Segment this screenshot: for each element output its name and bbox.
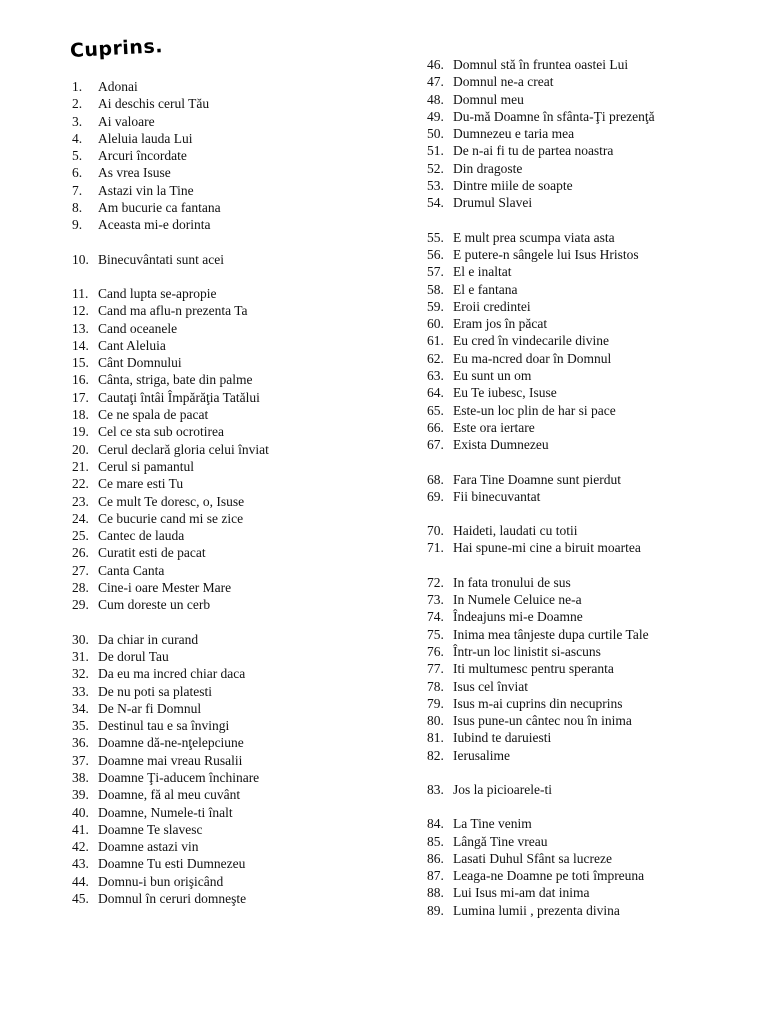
entry-number: 43. xyxy=(72,856,89,872)
entry-title: Ai valoare xyxy=(98,113,155,129)
entry-number: 31. xyxy=(72,648,89,664)
entry-number: 74. xyxy=(427,609,444,625)
toc-entry xyxy=(72,734,412,751)
toc-entry xyxy=(72,838,412,855)
toc-entry xyxy=(427,56,767,73)
entry-number: 1. xyxy=(72,79,83,94)
toc-entry xyxy=(72,285,412,302)
entry-number: 67. xyxy=(427,437,444,453)
entry-title: Eroii credintei xyxy=(453,298,531,314)
section-gap xyxy=(72,614,412,631)
toc-entry xyxy=(427,488,767,505)
toc-entry xyxy=(72,648,412,665)
toc-entry xyxy=(72,596,412,613)
entry-title: Cand oceanele xyxy=(98,320,178,336)
section-gap xyxy=(427,798,767,815)
toc-entry xyxy=(72,182,412,199)
entry-number: 40. xyxy=(72,804,89,820)
toc-entry xyxy=(72,337,412,354)
entry-title: Lângă Tine vreau xyxy=(453,833,548,849)
toc-entry xyxy=(427,729,767,746)
section-gap xyxy=(427,505,767,522)
toc-entry xyxy=(72,665,412,682)
toc-entry xyxy=(427,626,767,643)
entry-title: Cel ce sta sub ocrotirea xyxy=(98,424,224,440)
entry-title: E putere-n sângele lui Isus Hristos xyxy=(453,246,639,262)
entry-number: 18. xyxy=(72,407,89,423)
entry-title: Leaga-ne Doamne pe toti împreuna xyxy=(453,868,645,884)
entry-number: 23. xyxy=(72,493,89,509)
entry-number: 16. xyxy=(72,372,89,388)
toc-entry xyxy=(427,281,767,298)
toc-entry xyxy=(427,850,767,867)
entry-title: El e fantana xyxy=(453,281,518,297)
entry-title: Ierusalime xyxy=(453,747,510,763)
entry-title: Lui Isus mi-am dat inima xyxy=(453,885,590,901)
entry-title: Domnu-i bun orişicând xyxy=(98,873,224,889)
toc-entry xyxy=(427,833,767,850)
entry-title: Binecuvântati sunt acei xyxy=(98,251,224,267)
entry-title: Îndeajuns mi-e Doamne xyxy=(453,609,583,625)
toc-entry xyxy=(427,108,767,125)
entry-number: 47. xyxy=(427,74,444,90)
entry-title: Fara Tine Doamne sunt pierdut xyxy=(453,471,621,487)
entry-number: 81. xyxy=(427,730,444,746)
toc-entry xyxy=(427,73,767,90)
entry-title: Doamne Tu esti Dumnezeu xyxy=(98,856,246,872)
entry-number: 33. xyxy=(72,683,89,699)
toc-entry xyxy=(72,631,412,648)
entry-title: Domnul ne-a creat xyxy=(453,74,554,90)
entry-title: Hai spune-mi cine a biruit moartea xyxy=(453,540,641,556)
entry-number: 24. xyxy=(72,510,89,526)
entry-number: 65. xyxy=(427,402,444,418)
toc-entry xyxy=(427,332,767,349)
toc-entry xyxy=(72,475,412,492)
entry-title: Domnul în ceruri domneşte xyxy=(98,891,247,907)
toc-entry xyxy=(427,384,767,401)
toc-entry xyxy=(72,804,412,821)
entry-title: Doamne astazi vin xyxy=(98,839,199,855)
toc-entry xyxy=(427,402,767,419)
entry-number: 27. xyxy=(72,562,89,578)
entry-number: 19. xyxy=(72,424,89,440)
entry-number: 70. xyxy=(427,523,444,539)
entry-title: Ce mare esti Tu xyxy=(98,476,184,492)
entry-number: 28. xyxy=(72,580,89,596)
entry-title: As vrea Isuse xyxy=(98,165,171,181)
toc-entry xyxy=(427,712,767,729)
entry-number: 38. xyxy=(72,769,89,785)
entry-number: 48. xyxy=(427,91,444,107)
entry-number: 35. xyxy=(72,718,89,734)
entry-title: Isus pune-un cântec nou în inima xyxy=(453,713,632,729)
toc-entry xyxy=(427,298,767,315)
entry-title: Arcuri încordate xyxy=(98,148,187,164)
entry-title: Dintre miile de soapte xyxy=(453,178,573,194)
toc-entry xyxy=(427,436,767,453)
entry-number: 77. xyxy=(427,661,444,677)
entry-number: 54. xyxy=(427,195,444,211)
entry-title: Ce mult Te doresc, o, Isuse xyxy=(98,493,245,509)
page-title: Cuprins. xyxy=(69,35,164,62)
entry-title: Canta Canta xyxy=(98,562,165,578)
section-gap xyxy=(427,454,767,471)
toc-entry xyxy=(427,608,767,625)
entry-number: 10. xyxy=(72,251,89,267)
section-gap xyxy=(427,212,767,229)
toc-entry xyxy=(427,747,767,764)
toc-entry xyxy=(72,95,412,112)
entry-title: Da eu ma incred chiar daca xyxy=(98,666,246,682)
entry-number: 3. xyxy=(72,113,83,129)
entry-title: Doamne dă-ne-nţelepciune xyxy=(98,735,244,751)
entry-number: 51. xyxy=(427,143,444,159)
toc-entry xyxy=(72,458,412,475)
entry-number: 72. xyxy=(427,574,444,590)
entry-number: 69. xyxy=(427,488,444,504)
toc-entry xyxy=(427,367,767,384)
entry-title: Cand lupta se-apropie xyxy=(98,285,217,301)
entry-title: Astazi vin la Tine xyxy=(98,182,194,198)
entry-title: In Numele Celuice ne-a xyxy=(453,592,582,608)
toc-entry xyxy=(72,354,412,371)
toc-entry xyxy=(72,493,412,510)
toc-entry xyxy=(72,821,412,838)
entry-number: 50. xyxy=(427,126,444,142)
toc-entry xyxy=(72,527,412,544)
entry-number: 64. xyxy=(427,385,444,401)
toc-entry xyxy=(427,177,767,194)
entry-number: 59. xyxy=(427,298,444,314)
toc-entry xyxy=(427,781,767,798)
toc-entry xyxy=(72,769,412,786)
entry-title: Este-un loc plin de har si pace xyxy=(453,402,616,418)
toc-entry xyxy=(427,522,767,539)
toc-entry xyxy=(72,752,412,769)
section-gap xyxy=(427,764,767,781)
entry-number: 14. xyxy=(72,337,89,353)
entry-number: 78. xyxy=(427,678,444,694)
entry-title: Aleluia lauda Lui xyxy=(98,130,193,146)
entry-number: 5. xyxy=(72,148,83,164)
toc-entry xyxy=(427,591,767,608)
toc-column-right xyxy=(427,56,767,919)
toc-entry xyxy=(72,320,412,337)
toc-entry xyxy=(427,246,767,263)
toc-entry xyxy=(427,471,767,488)
entry-number: 6. xyxy=(72,165,83,181)
entry-title: Eu cred în vindecarile divine xyxy=(453,333,609,349)
toc-entry xyxy=(72,579,412,596)
entry-title: Am bucurie ca fantana xyxy=(98,200,221,216)
entry-title: Ai deschis cerul Tău xyxy=(98,96,210,112)
entry-number: 84. xyxy=(427,816,444,832)
toc-entry xyxy=(427,574,767,591)
entry-title: Ce ne spala de pacat xyxy=(98,407,209,423)
entry-title: Lumina lumii , prezenta divina xyxy=(453,902,620,918)
entry-number: 63. xyxy=(427,368,444,384)
toc-entry xyxy=(72,147,412,164)
entry-title: Cautaţi întâi Împărăţia Tatălui xyxy=(98,389,260,405)
entry-number: 57. xyxy=(427,264,444,280)
entry-title: Drumul Slavei xyxy=(453,195,533,211)
entry-number: 37. xyxy=(72,752,89,768)
entry-number: 7. xyxy=(72,182,83,198)
toc-entry xyxy=(72,717,412,734)
entry-number: 46. xyxy=(427,57,444,72)
toc-entry xyxy=(72,786,412,803)
toc-entry xyxy=(72,423,412,440)
toc-entry xyxy=(72,855,412,872)
toc-entry xyxy=(72,873,412,890)
toc-entry xyxy=(72,389,412,406)
entry-title: Eu Te iubesc, Isuse xyxy=(453,385,557,401)
entry-title: Cantec de lauda xyxy=(98,528,185,544)
entry-title: De N-ar fi Domnul xyxy=(98,700,202,716)
entry-title: Cerul declară gloria celui înviat xyxy=(98,441,269,457)
entry-title: Cânta, striga, bate din palme xyxy=(98,372,253,388)
entry-number: 71. xyxy=(427,540,444,556)
entry-number: 80. xyxy=(427,713,444,729)
entry-number: 75. xyxy=(427,626,444,642)
toc-entry xyxy=(427,678,767,695)
entry-number: 29. xyxy=(72,597,89,613)
entry-number: 11. xyxy=(72,285,89,301)
entry-title: Ce bucurie cand mi se zice xyxy=(98,510,244,526)
entry-number: 73. xyxy=(427,592,444,608)
entry-number: 41. xyxy=(72,821,89,837)
toc-entry xyxy=(427,229,767,246)
entry-number: 62. xyxy=(427,350,444,366)
entry-number: 32. xyxy=(72,666,89,682)
entry-number: 45. xyxy=(72,891,89,907)
entry-number: 26. xyxy=(72,545,89,561)
entry-title: Domnul meu xyxy=(453,91,524,107)
entry-title: Cine-i oare Mester Mare xyxy=(98,580,232,596)
entry-number: 25. xyxy=(72,528,89,544)
toc-entry xyxy=(427,643,767,660)
entry-title: Eu ma-ncred doar în Domnul xyxy=(453,350,612,366)
toc-entry xyxy=(427,142,767,159)
section-gap xyxy=(72,268,412,285)
toc-entry xyxy=(72,441,412,458)
entry-title: Cânt Domnului xyxy=(98,355,182,371)
entry-title: De dorul Tau xyxy=(98,648,169,664)
entry-title: Din dragoste xyxy=(453,160,523,176)
entry-title: Iubind te daruiesti xyxy=(453,730,552,746)
entry-title: De nu poti sa platesti xyxy=(98,683,212,699)
section-gap xyxy=(72,234,412,251)
entry-number: 55. xyxy=(427,229,444,245)
entry-title: Lasati Duhul Sfânt sa lucreze xyxy=(453,850,612,866)
entry-number: 85. xyxy=(427,833,444,849)
entry-title: Cerul si pamantul xyxy=(98,458,194,474)
entry-title: Eram jos în păcat xyxy=(453,316,548,332)
toc-entry xyxy=(72,302,412,319)
toc-entry xyxy=(427,695,767,712)
toc-entry xyxy=(427,419,767,436)
toc-entry xyxy=(427,160,767,177)
entry-title: Da chiar in curand xyxy=(98,631,199,647)
toc-entry xyxy=(427,263,767,280)
toc-entry xyxy=(427,660,767,677)
toc-entry xyxy=(427,867,767,884)
toc-entry xyxy=(72,406,412,423)
entry-number: 87. xyxy=(427,868,444,884)
toc-entry xyxy=(72,78,412,95)
entry-title: Doamne, fă al meu cuvânt xyxy=(98,787,241,803)
toc-entry xyxy=(427,350,767,367)
entry-title: Inima mea tânjeste dupa curtile Tale xyxy=(453,626,649,642)
entry-number: 42. xyxy=(72,839,89,855)
toc-entry xyxy=(72,562,412,579)
entry-number: 34. xyxy=(72,700,89,716)
entry-title: Destinul tau e sa învingi xyxy=(98,718,230,734)
toc-entry xyxy=(427,91,767,108)
entry-title: Doamne Ţi-aducem închinare xyxy=(98,769,260,785)
toc-entry xyxy=(72,251,412,268)
entry-title: Haideti, laudati cu totii xyxy=(453,523,578,539)
entry-title: Iti multumesc pentru speranta xyxy=(453,661,614,677)
entry-title: Cand ma aflu-n prezenta Ta xyxy=(98,303,248,319)
entry-number: 4. xyxy=(72,130,83,146)
entry-number: 82. xyxy=(427,747,444,763)
entry-title: Exista Dumnezeu xyxy=(453,437,549,453)
entry-number: 76. xyxy=(427,643,444,659)
entry-title: Doamne mai vreau Rusalii xyxy=(98,752,243,768)
toc-entry xyxy=(72,890,412,907)
entry-number: 89. xyxy=(427,902,444,918)
entry-number: 52. xyxy=(427,160,444,176)
toc-entry xyxy=(72,371,412,388)
entry-number: 53. xyxy=(427,178,444,194)
entry-title: Du-mă Doamne în sfânta-Ţi prezenţă xyxy=(453,108,655,124)
toc-entry xyxy=(427,194,767,211)
entry-number: 86. xyxy=(427,850,444,866)
entry-number: 30. xyxy=(72,631,89,647)
toc-entry xyxy=(427,815,767,832)
toc-entry xyxy=(72,199,412,216)
entry-number: 56. xyxy=(427,246,444,262)
toc-entry xyxy=(72,130,412,147)
entry-title: Domnul stă în fruntea oastei Lui xyxy=(453,57,629,72)
entry-title: Isus cel înviat xyxy=(453,678,528,694)
entry-number: 9. xyxy=(72,217,83,233)
entry-number: 66. xyxy=(427,419,444,435)
entry-title: Într-un loc linistit si-ascuns xyxy=(453,643,601,659)
entry-number: 79. xyxy=(427,695,444,711)
toc-entry xyxy=(72,164,412,181)
entry-number: 49. xyxy=(427,108,444,124)
toc-column-left xyxy=(72,78,412,907)
toc-entry xyxy=(427,884,767,901)
entry-number: 44. xyxy=(72,873,89,889)
toc-entry xyxy=(427,902,767,919)
entry-title: Cum doreste un cerb xyxy=(98,597,211,613)
toc-entry xyxy=(72,544,412,561)
entry-title: El e inaltat xyxy=(453,264,512,280)
entry-number: 2. xyxy=(72,96,83,112)
entry-title: Jos la picioarele-ti xyxy=(453,781,552,797)
entry-title: Adonai xyxy=(98,79,138,94)
entry-title: Este ora iertare xyxy=(453,419,535,435)
entry-number: 39. xyxy=(72,787,89,803)
entry-number: 36. xyxy=(72,735,89,751)
entry-title: Aceasta mi-e dorinta xyxy=(98,217,211,233)
toc-entry xyxy=(427,315,767,332)
entry-number: 22. xyxy=(72,476,89,492)
entry-title: Doamne Te slavesc xyxy=(98,821,203,837)
entry-title: Isus m-ai cuprins din necuprins xyxy=(453,695,623,711)
entry-title: La Tine venim xyxy=(453,816,532,832)
entry-title: Cant Aleluia xyxy=(98,337,166,353)
entry-number: 21. xyxy=(72,458,89,474)
entry-title: Eu sunt un om xyxy=(453,368,532,384)
toc-entry xyxy=(72,683,412,700)
entry-number: 58. xyxy=(427,281,444,297)
entry-number: 88. xyxy=(427,885,444,901)
entry-number: 8. xyxy=(72,200,83,216)
toc-entry xyxy=(72,113,412,130)
entry-number: 20. xyxy=(72,441,89,457)
toc-entry xyxy=(427,539,767,556)
entry-title: Dumnezeu e taria mea xyxy=(453,126,575,142)
section-gap xyxy=(427,557,767,574)
entry-title: Doamne, Numele-ti înalt xyxy=(98,804,233,820)
toc-entry xyxy=(72,700,412,717)
toc-entry xyxy=(72,510,412,527)
toc-entry xyxy=(427,125,767,142)
entry-title: E mult prea scumpa viata asta xyxy=(453,229,615,245)
entry-title: In fata tronului de sus xyxy=(453,574,571,590)
entry-number: 13. xyxy=(72,320,89,336)
entry-number: 83. xyxy=(427,781,444,797)
entry-number: 68. xyxy=(427,471,444,487)
entry-number: 12. xyxy=(72,303,89,319)
entry-number: 15. xyxy=(72,355,89,371)
entry-number: 61. xyxy=(427,333,444,349)
toc-entry xyxy=(72,216,412,233)
entry-number: 17. xyxy=(72,389,89,405)
entry-title: Curatit esti de pacat xyxy=(98,545,206,561)
entry-title: De n-ai fi tu de partea noastra xyxy=(453,143,614,159)
entry-number: 60. xyxy=(427,316,444,332)
entry-title: Fii binecuvantat xyxy=(453,488,541,504)
